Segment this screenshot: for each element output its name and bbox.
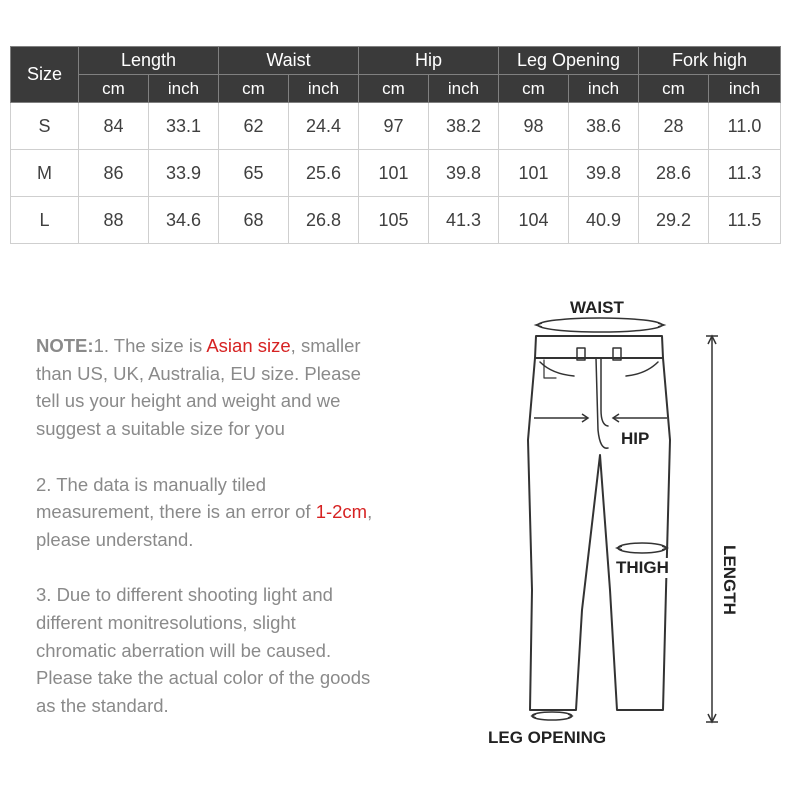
note-text: , please understand.	[36, 501, 373, 550]
thigh-label: THIGH	[616, 558, 669, 577]
table-cell: 28	[639, 103, 709, 150]
group-header-leg-opening: Leg Opening	[499, 47, 639, 75]
table-cell: 38.2	[429, 103, 499, 150]
table-cell: 84	[79, 103, 149, 150]
size-header: Size	[11, 47, 79, 103]
table-cell: 11.0	[709, 103, 781, 150]
table-cell: 68	[219, 197, 289, 244]
table-cell: 29.2	[639, 197, 709, 244]
table-cell: 25.6	[289, 150, 359, 197]
length-label: LENGTH	[719, 545, 739, 615]
group-header-fork-high: Fork high	[639, 47, 781, 75]
table-cell: 34.6	[149, 197, 219, 244]
table-cell: 33.1	[149, 103, 219, 150]
unit-header: inch	[569, 75, 639, 103]
unit-header: cm	[219, 75, 289, 103]
table-cell: 11.5	[709, 197, 781, 244]
table-cell: 38.6	[569, 103, 639, 150]
unit-header: cm	[359, 75, 429, 103]
table-cell: 97	[359, 103, 429, 150]
table-cell: 11.3	[709, 150, 781, 197]
note-text: , smaller than US, UK, Australia, EU size. Please tell us your height and weight and we suggest a suitable size for you	[36, 335, 361, 440]
table-cell: 101	[499, 150, 569, 197]
group-header-waist: Waist	[219, 47, 359, 75]
waist-label: WAIST	[570, 298, 624, 317]
table-row	[11, 197, 781, 244]
unit-header: cm	[639, 75, 709, 103]
unit-header: cm	[499, 75, 569, 103]
table-cell: 41.3	[429, 197, 499, 244]
group-header-hip: Hip	[359, 47, 499, 75]
table-cell: 28.6	[639, 150, 709, 197]
unit-header: inch	[149, 75, 219, 103]
table-cell: 101	[359, 150, 429, 197]
table-cell: 39.8	[429, 150, 499, 197]
group-header-length: Length	[79, 47, 219, 75]
note-paragraph-1	[36, 332, 376, 443]
hip-label: HIP	[621, 429, 650, 448]
unit-header: inch	[709, 75, 781, 103]
table-row	[11, 103, 781, 150]
size-cell: S	[11, 103, 79, 150]
size-cell: M	[11, 150, 79, 197]
table-cell: 40.9	[569, 197, 639, 244]
table-cell: 86	[79, 150, 149, 197]
note-text: 2. The data is manually tiled measurement, there is an error of	[36, 473, 316, 523]
table-cell: 33.9	[149, 150, 219, 197]
table-cell: 105	[359, 197, 429, 244]
table-cell: 65	[219, 150, 289, 197]
note-paragraph-2	[36, 471, 376, 554]
table-row	[11, 150, 781, 197]
pants-measurement-diagram	[470, 290, 770, 760]
unit-header: cm	[79, 75, 149, 103]
table-cell: 104	[499, 197, 569, 244]
note-paragraph-3: 3. Due to different shooting light and different monitresolutions, slight chromatic aberration will be caused. Please take the actual color of the goods as the standard.	[36, 584, 371, 717]
table-cell: 24.4	[289, 103, 359, 150]
table-cell: 62	[219, 103, 289, 150]
note-label: NOTE:	[36, 335, 94, 356]
unit-header: inch	[289, 75, 359, 103]
error-range-highlight: 1-2cm	[315, 501, 368, 523]
table-cell: 88	[79, 197, 149, 244]
size-chart-table	[10, 46, 781, 244]
unit-header: inch	[429, 75, 499, 103]
table-cell: 98	[499, 103, 569, 150]
note-text: 1. The size is	[93, 335, 207, 356]
pants-outline-icon	[470, 290, 770, 760]
leg-opening-label: LEG OPENING	[488, 728, 607, 747]
asian-size-highlight: Asian size	[206, 335, 291, 356]
table-cell: 26.8	[289, 197, 359, 244]
table-cell: 39.8	[569, 150, 639, 197]
size-cell: L	[11, 197, 79, 244]
size-note	[36, 332, 376, 748]
